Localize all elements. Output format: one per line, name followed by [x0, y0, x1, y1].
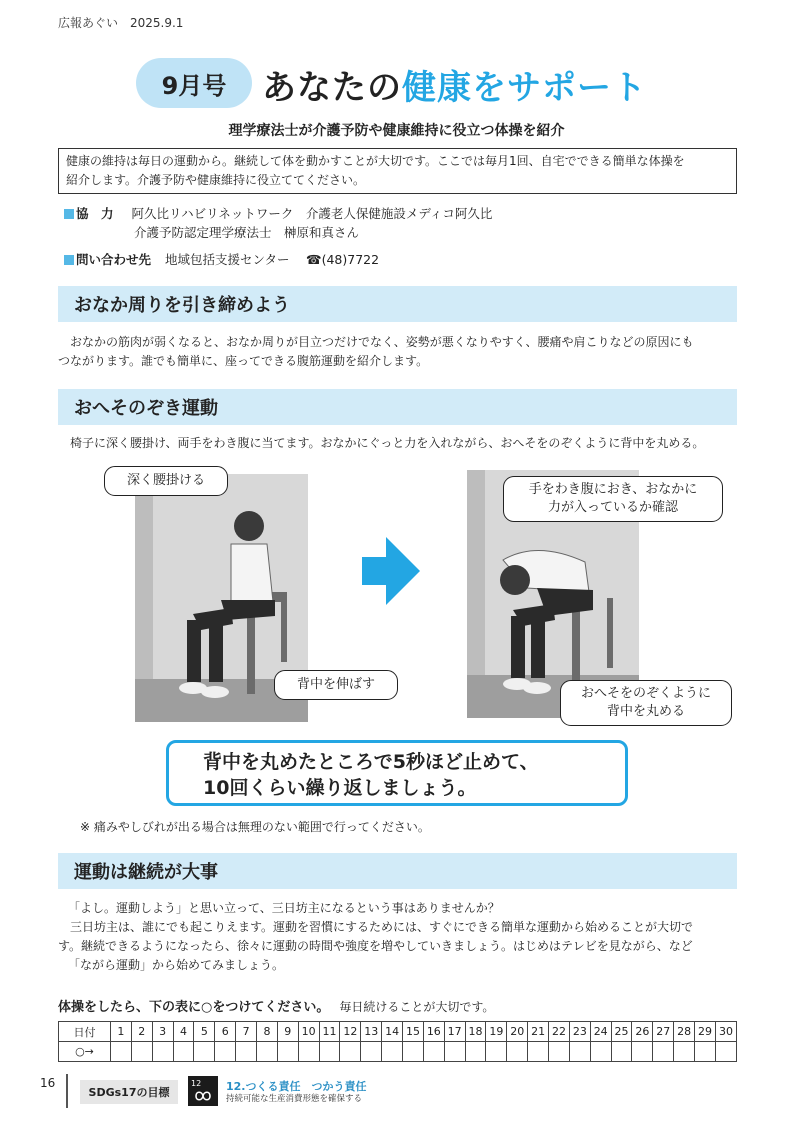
month-badge: 9月号: [136, 58, 252, 108]
calendar-date-cell: 4: [173, 1022, 194, 1042]
bubble-hands-line-2: 力が入っているか確認: [547, 500, 678, 515]
calendar-date-cell: 6: [215, 1022, 236, 1042]
calendar-date-cell: 23: [569, 1022, 590, 1042]
footer-divider: [66, 1074, 68, 1108]
calendar-date-cell: 28: [674, 1022, 695, 1042]
bubble-round-line-1: おへそをのぞくように: [580, 686, 711, 701]
contact-label: 問い合わせ先: [76, 252, 152, 267]
calendar-date-cell: 19: [486, 1022, 507, 1042]
calendar-check-cell[interactable]: [257, 1042, 278, 1062]
calendar-date-cell: 5: [194, 1022, 215, 1042]
cooperation-value: 阿久比リハビリネットワーク 介護老人保健施設メディコ阿久比: [131, 206, 493, 221]
calendar-date-cell: 12: [340, 1022, 361, 1042]
calendar-date-cell: 1: [111, 1022, 132, 1042]
checklist-label: [58, 996, 494, 1015]
square-bullet-icon: [64, 255, 74, 265]
section-heading-continuation: 運動は継続が大事: [58, 853, 737, 889]
calendar-check-cell[interactable]: [444, 1042, 465, 1062]
bubble-hands-line-1: 手をわき腹におき、おなかに: [528, 482, 698, 497]
bubble-hands-on-sides: [503, 476, 723, 522]
square-bullet-icon: [64, 209, 74, 219]
exercise-calendar-table: [58, 1021, 737, 1062]
bubble-round-back: [560, 680, 732, 726]
caution-note: ※ 痛みやしびれが出る場合は無理のない範囲で行ってください。: [80, 820, 430, 834]
calendar-check-cell[interactable]: [528, 1042, 549, 1062]
exercise-instruction: 椅子に深く腰掛け、両手をわき腹に当てます。おなかにぐっと力を入れながら、おへそをのぞくように背中を丸める。: [70, 436, 705, 450]
calendar-date-cell: 2: [131, 1022, 152, 1042]
cooperation-value-2: 介護予防認定理学療法士 榊原和真さん: [134, 225, 360, 240]
cooperation-label: 協 力: [76, 206, 114, 221]
section3-line-2: 三日坊主は、誰にでも起こりえます。運動を習慣にするためには、すぐにできる簡単な運動から始めることが大切で: [70, 920, 694, 934]
bubble-sit-deep: 深く腰掛ける: [104, 466, 228, 496]
phone-icon: ☎: [306, 252, 322, 267]
check-row-header: ○→: [59, 1042, 111, 1062]
checklist-sublabel: 毎日続けることが大切です。: [339, 1000, 495, 1014]
checklist-instruction: 体操をしたら、下の表に○をつけてください。: [58, 1000, 330, 1015]
calendar-check-cell[interactable]: [653, 1042, 674, 1062]
phone-number: (48)7722: [321, 252, 380, 267]
calendar-check-cell[interactable]: [194, 1042, 215, 1062]
publication-date: 広報あぐい 2025.9.1: [58, 16, 184, 30]
section3-line-1: 「よし。運動しよう」と思い立って、三日坊主になるという事はありませんか？: [68, 901, 500, 915]
section3-line-4: 「ながら運動」から始めてみましょう。: [68, 958, 285, 972]
sdgs-goal-subtitle: 持続可能な生産消費形態を確保する: [226, 1094, 363, 1104]
sdgs-label: SDGs17の目標: [80, 1080, 178, 1104]
intro-box: [58, 148, 737, 194]
calendar-date-cell: 17: [444, 1022, 465, 1042]
date-row-header: 日付: [59, 1022, 111, 1042]
calendar-check-cell[interactable]: [632, 1042, 653, 1062]
calendar-check-cell[interactable]: [423, 1042, 444, 1062]
calendar-date-cell: 16: [423, 1022, 444, 1042]
calendar-date-cell: 13: [361, 1022, 382, 1042]
callout-line-1: 背中を丸めたところで5秒ほど止めて、: [203, 751, 539, 773]
section3-line-3: す。継続できるようになったら、徐々に運動の時間や強度を増やしていきましょう。はじめはテレビを見ながら、など: [58, 939, 693, 953]
calendar-check-cell[interactable]: [549, 1042, 570, 1062]
calendar-check-row: [59, 1042, 737, 1062]
callout-line-2: 10回くらい繰り返しましょう。: [203, 777, 477, 799]
page-number: 16: [40, 1076, 56, 1090]
calendar-check-cell[interactable]: [403, 1042, 424, 1062]
calendar-check-cell[interactable]: [152, 1042, 173, 1062]
sdgs-goal-12-icon: [188, 1076, 218, 1106]
page-subtitle: 理学療法士が介護予防や健康維持に役立つ体操を紹介: [228, 123, 565, 139]
calendar-check-cell[interactable]: [173, 1042, 194, 1062]
calendar-check-cell[interactable]: [382, 1042, 403, 1062]
calendar-date-cell: 7: [236, 1022, 257, 1042]
calendar-check-cell[interactable]: [611, 1042, 632, 1062]
section3-paragraph: [58, 899, 737, 975]
calendar-check-cell[interactable]: [277, 1042, 298, 1062]
intro-line-2: 紹介します。介護予防や健康維持に役立ててください。: [66, 173, 366, 187]
calendar-date-cell: 18: [465, 1022, 486, 1042]
section1-paragraph: [58, 333, 737, 371]
calendar-date-cell: 21: [528, 1022, 549, 1042]
contact-row: [64, 250, 379, 268]
bubble-straighten-back: 背中を伸ばす: [274, 670, 398, 700]
bubble-round-line-2: 背中を丸める: [606, 704, 685, 719]
calendar-date-cell: 20: [507, 1022, 528, 1042]
calendar-date-cell: 8: [257, 1022, 278, 1042]
page-title-part1: あなたの: [262, 68, 402, 108]
calendar-date-cell: 26: [632, 1022, 653, 1042]
sdgs-goal-title: 12.つくる責任 つかう責任: [226, 1080, 367, 1093]
calendar-date-cell: 27: [653, 1022, 674, 1042]
page-title-part2: 健康をサポート: [402, 68, 647, 108]
cooperation-row: [64, 204, 492, 222]
calendar-date-cell: 10: [298, 1022, 319, 1042]
arrow-right-icon: [360, 535, 422, 607]
repetition-callout: [166, 740, 628, 806]
calendar-check-cell[interactable]: [507, 1042, 528, 1062]
calendar-check-cell[interactable]: [486, 1042, 507, 1062]
calendar-date-cell: 25: [611, 1022, 632, 1042]
section1-line-1: おなかの筋肉が弱くなると、おなか周りが目立つだけでなく、姿勢が悪くなりやすく、腰痛や肩こりなどの原因にも: [70, 335, 694, 349]
calendar-check-cell[interactable]: [674, 1042, 695, 1062]
calendar-date-cell: 24: [590, 1022, 611, 1042]
calendar-check-cell[interactable]: [236, 1042, 257, 1062]
calendar-date-cell: 30: [715, 1022, 736, 1042]
calendar-check-cell[interactable]: [695, 1042, 716, 1062]
calendar-check-cell[interactable]: [298, 1042, 319, 1062]
calendar-date-cell: 14: [382, 1022, 403, 1042]
calendar-check-cell[interactable]: [111, 1042, 132, 1062]
calendar-date-row: [59, 1022, 737, 1042]
section-heading-abdomen: おなか周りを引き締めよう: [58, 286, 737, 322]
calendar-date-cell: 15: [403, 1022, 424, 1042]
calendar-check-cell[interactable]: [465, 1042, 486, 1062]
calendar-check-cell[interactable]: [569, 1042, 590, 1062]
section-heading-exercise: おへそのぞき運動: [58, 389, 737, 425]
calendar-check-cell[interactable]: [590, 1042, 611, 1062]
calendar-check-cell[interactable]: [715, 1042, 736, 1062]
calendar-check-cell[interactable]: [215, 1042, 236, 1062]
calendar-date-cell: 9: [277, 1022, 298, 1042]
calendar-date-cell: 11: [319, 1022, 340, 1042]
calendar-check-cell[interactable]: [340, 1042, 361, 1062]
section1-line-2: つながります。誰でも簡単に、座ってできる腹筋運動を紹介します。: [58, 354, 429, 368]
calendar-check-cell[interactable]: [361, 1042, 382, 1062]
calendar-date-cell: 29: [695, 1022, 716, 1042]
svg-text:12: 12: [191, 1079, 202, 1088]
intro-line-1: 健康の維持は毎日の運動から。継続して体を動かすことが大切です。ここでは毎月1回、自宅でできる簡単な体操を: [66, 154, 685, 168]
page-title: [262, 60, 647, 109]
calendar-check-cell[interactable]: [131, 1042, 152, 1062]
calendar-date-cell: 22: [549, 1022, 570, 1042]
contact-value: 地域包括支援センター: [165, 252, 303, 267]
calendar-date-cell: 3: [152, 1022, 173, 1042]
calendar-check-cell[interactable]: [319, 1042, 340, 1062]
